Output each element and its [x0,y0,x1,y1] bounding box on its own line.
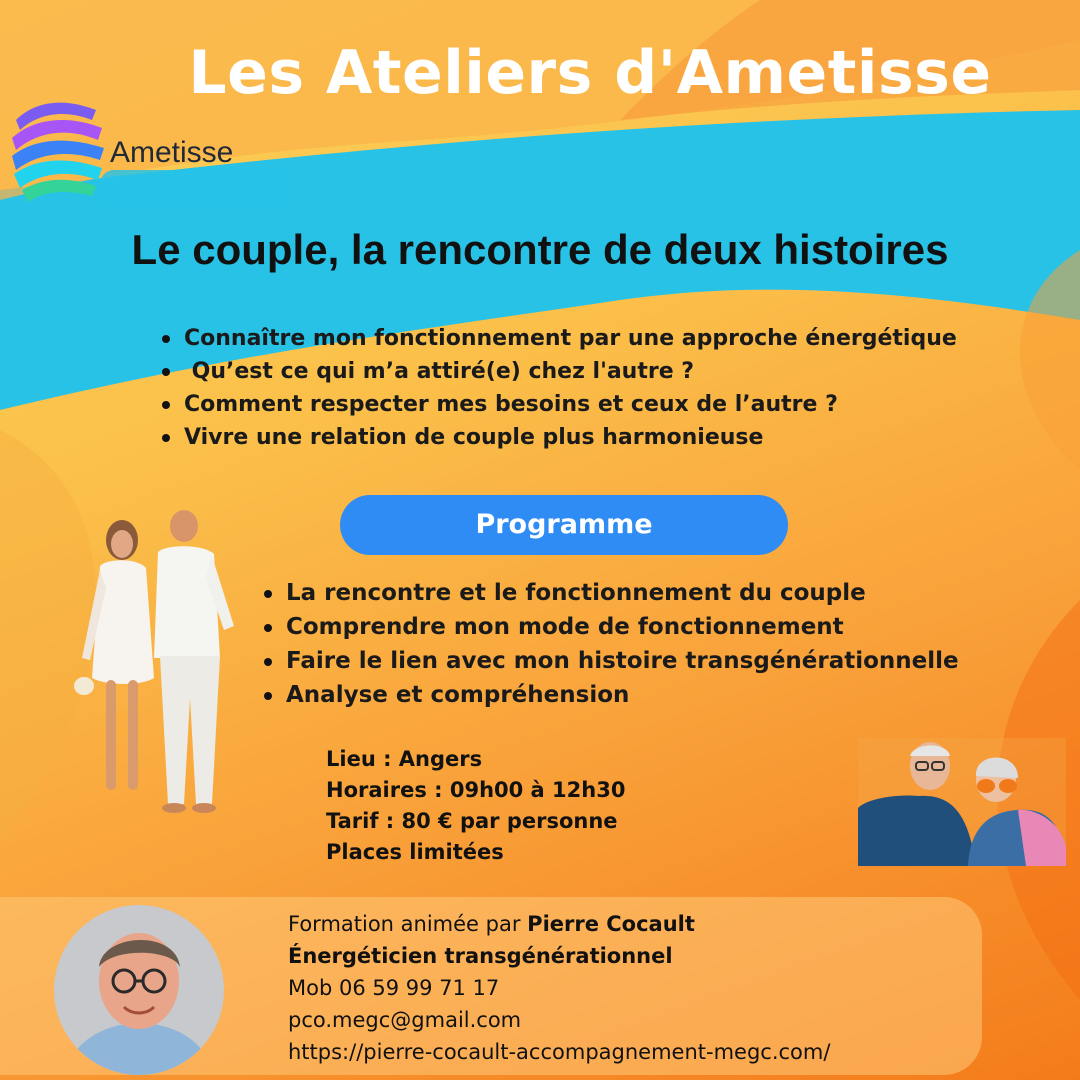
goal-item: Connaître mon fonctionnement par une approche énergétique [160,322,957,355]
places-text: Places limitées [326,840,504,864]
contact-intro: Formation animée par [288,912,528,936]
main-title: Les Ateliers d'Ametisse [188,38,992,108]
contact-email: pco.megc@gmail.com [288,1008,522,1032]
goal-item: Qu’est ce qui m’a attiré(e) chez l'autre ? [160,355,957,388]
price-text: Tarif : 80 € par personne [326,809,618,833]
programme-item: Analyse et compréhension [262,678,959,712]
programme-item: Faire le lien avec mon histoire transgénérationnelle [262,644,959,678]
contact-website: https://pierre-cocault-accompagnement-megc.com/ [288,1040,831,1064]
goals-list [160,322,957,454]
location-text: Lieu : Angers [326,747,483,771]
contact-role: Énergéticien transgénérationnel [288,944,673,968]
schedule-text: Horaires : 09h00 à 12h30 [326,778,626,802]
portrait-photo-icon [54,905,224,1075]
contact-name: Pierre Cocault [527,912,695,936]
logo-text: Ametisse [110,136,234,169]
contact-info [288,908,830,1068]
goal-item: Comment respecter mes besoins et ceux de l’autre ? [160,388,957,421]
programme-list [262,576,959,712]
contact-intro-line [288,908,830,940]
couple-photo-icon [62,508,252,818]
practical-info [326,744,625,868]
programme-pill: Programme [340,495,788,555]
goal-item: Vivre une relation de couple plus harmonieuse [160,421,957,454]
subtitle: Le couple, la rencontre de deux histoires [131,226,949,273]
contact-phone: Mob 06 59 99 71 17 [288,976,500,1000]
seniors-photo-icon [858,738,1066,866]
programme-item: La rencontre et le fonctionnement du couple [262,576,959,610]
programme-item: Comprendre mon mode de fonctionnement [262,610,959,644]
